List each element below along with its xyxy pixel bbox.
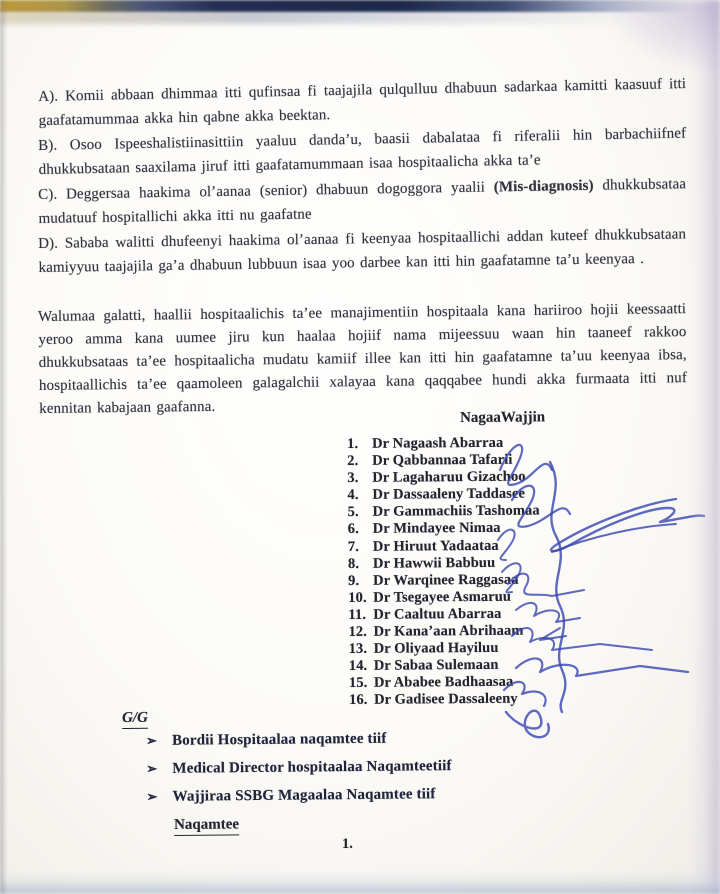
signatory-row xyxy=(347,451,627,470)
signatory-row xyxy=(348,571,628,590)
cc-heading: G/G xyxy=(122,710,148,729)
paragraph-d: D). Sababa walitti dhufeenyi haakima ol’aanaa fi keenyaa hospitaallichi addan kuteef dhukkubsataan kamiyyuu taajajila ga’a dhabuun lubbuun isaa yoo darbee kan itti hin gaafatamne ta’u keenyaa . xyxy=(38,226,687,276)
signatory-row xyxy=(348,622,628,641)
signatory-name: Dr Dassaaleny Taddasee xyxy=(372,485,526,504)
signatory-name: Dr Gadisee Dassaleeny xyxy=(374,691,518,709)
photo-edge-right-top xyxy=(610,0,720,70)
page-number: 1. xyxy=(342,836,353,852)
signature-stroke xyxy=(506,711,549,738)
signatory-row xyxy=(347,434,627,453)
signatory-number: 2. xyxy=(347,453,359,470)
signatory-row xyxy=(347,485,627,504)
signatory-row xyxy=(349,656,629,675)
signatory-number: 13. xyxy=(348,640,368,658)
signatory-number: 1. xyxy=(347,435,359,452)
signatory-number: 9. xyxy=(348,572,360,589)
signatory-number: 10. xyxy=(348,589,367,606)
place-name: Naqamtee xyxy=(174,816,239,836)
cc-item-label: Medical Director hospitaalaa Naqamteetiif xyxy=(172,758,452,777)
signatory-row xyxy=(349,690,629,709)
signatory-name: Dr Lagaharuu Gizachoo xyxy=(372,468,526,486)
signatory-name: Dr Gammachiis Tashomaa xyxy=(372,502,540,521)
signatory-number: 6. xyxy=(347,521,359,538)
paragraph-c-bold-term: (Mis-diagnosis) xyxy=(493,177,594,196)
signatory-name: Dr Warqinee Raggasaa xyxy=(373,571,519,589)
cc-item-label: Bordii Hospitaalaa naqamtee tiif xyxy=(171,730,387,749)
signatory-number: 11. xyxy=(348,606,367,623)
signatory-name: Dr Qabbannaa Tafarii xyxy=(372,451,513,469)
signatory-number: 8. xyxy=(347,555,360,572)
arrow-bullet-icon: ➢ xyxy=(146,732,158,748)
signatory-name: Dr Ababee Badhaasaa xyxy=(373,674,514,692)
signatory-row xyxy=(349,639,629,658)
signatory-row xyxy=(348,502,628,521)
signatory-name: Dr Sabaa Sulemaan xyxy=(373,657,499,675)
paragraph-c-text-after: dhukkubsataa mudatuuf hospitallichi akka itti nu gaafatne xyxy=(38,176,687,227)
signatory-row xyxy=(348,553,628,572)
signatory-number: 16. xyxy=(349,692,368,709)
photo-edge-left xyxy=(0,0,7,894)
signatory-number: 4. xyxy=(347,487,359,504)
signatory-row xyxy=(348,519,628,538)
salutation: NagaaWajjin xyxy=(460,409,546,426)
signatory-name: Dr Caaltuu Abarraa xyxy=(373,605,502,623)
cc-list xyxy=(146,730,452,817)
photo-edge-bottom xyxy=(0,872,720,894)
arrow-bullet-icon: ➢ xyxy=(146,760,158,776)
signatory-number: 7. xyxy=(347,538,360,555)
cc-item xyxy=(147,786,452,806)
signatory-name: Dr Mindayee Nimaa xyxy=(372,520,501,538)
photo-edge-right xyxy=(690,0,720,894)
signatory-number: 12. xyxy=(348,623,368,641)
signatory-name: Dr Kana’aan Abrihaam xyxy=(373,622,524,640)
signatories-list xyxy=(347,434,629,710)
signatory-name: Dr Tsegayee Asmaruu xyxy=(373,588,512,606)
paragraph-c xyxy=(38,172,687,231)
signatory-number: 3. xyxy=(347,470,359,487)
signatory-row xyxy=(348,536,628,555)
paragraph-c-text: C). Deggersaa haakima ol’aanaa (senior) dhabuun dogoggora yaalii xyxy=(38,179,494,203)
signatory-name: Dr Nagaash Abarraa xyxy=(371,434,504,452)
arrow-bullet-icon: ➢ xyxy=(146,788,158,804)
cc-item xyxy=(146,730,451,750)
paragraph-summary: Walumaa galatti, haallii hospitaalichis ta’ee manajimentiin hospitaala kana hariiroo hojii keessaatti yeroo amma kana uumee jiru kun haalaa hojiif nama mijeessuu waan hin taaneef rakkoo dhukkubsataas ta’ee hospitaalicha mudatu kamiif illee kan itti hin gaafatamne ta’uu keenyaa ibsa, hospitaallichis ta’ee qaamoleen galagalchii xalayaa kana qaqqabee hundi akka furmaata itti nuf kennitan kabajaan gaafanna. xyxy=(38,301,688,417)
signatory-number: 15. xyxy=(348,675,368,692)
signatory-name: Dr Hawwii Babbuu xyxy=(372,554,496,572)
signatory-row xyxy=(348,605,628,624)
signatory-row xyxy=(347,468,627,487)
paragraph-a: A). Komii abbaan dhimmaa itti qufinsaa fi taajajila qulqulluu dhabuun sadarkaa kamitti kaasuuf itti gaafatamummaa akka hin qabne akka beektan. xyxy=(38,75,687,129)
signatory-name: Dr Oliyaad Hayiluu xyxy=(373,639,499,657)
signatory-name: Dr Hiruut Yadaataa xyxy=(372,537,499,555)
signatory-number: 5. xyxy=(347,504,359,521)
signatory-number: 14. xyxy=(348,658,368,675)
signatory-row xyxy=(348,588,628,607)
signatory-row xyxy=(349,673,629,692)
cc-item xyxy=(146,758,451,778)
paragraph-b: B). Osoo Ispeeshalistiinasittiin yaaluu danda’u, baasii dabalataa fi riferalii hin barbachiifnef dhukkubsataan saaxilama jiruf itti gaafatamummaan isaa hospitaalicha akka ta’e xyxy=(38,125,687,178)
cc-item-label: Wajjiraa SSBG Magaalaa Naqamtee tiif xyxy=(172,786,436,805)
